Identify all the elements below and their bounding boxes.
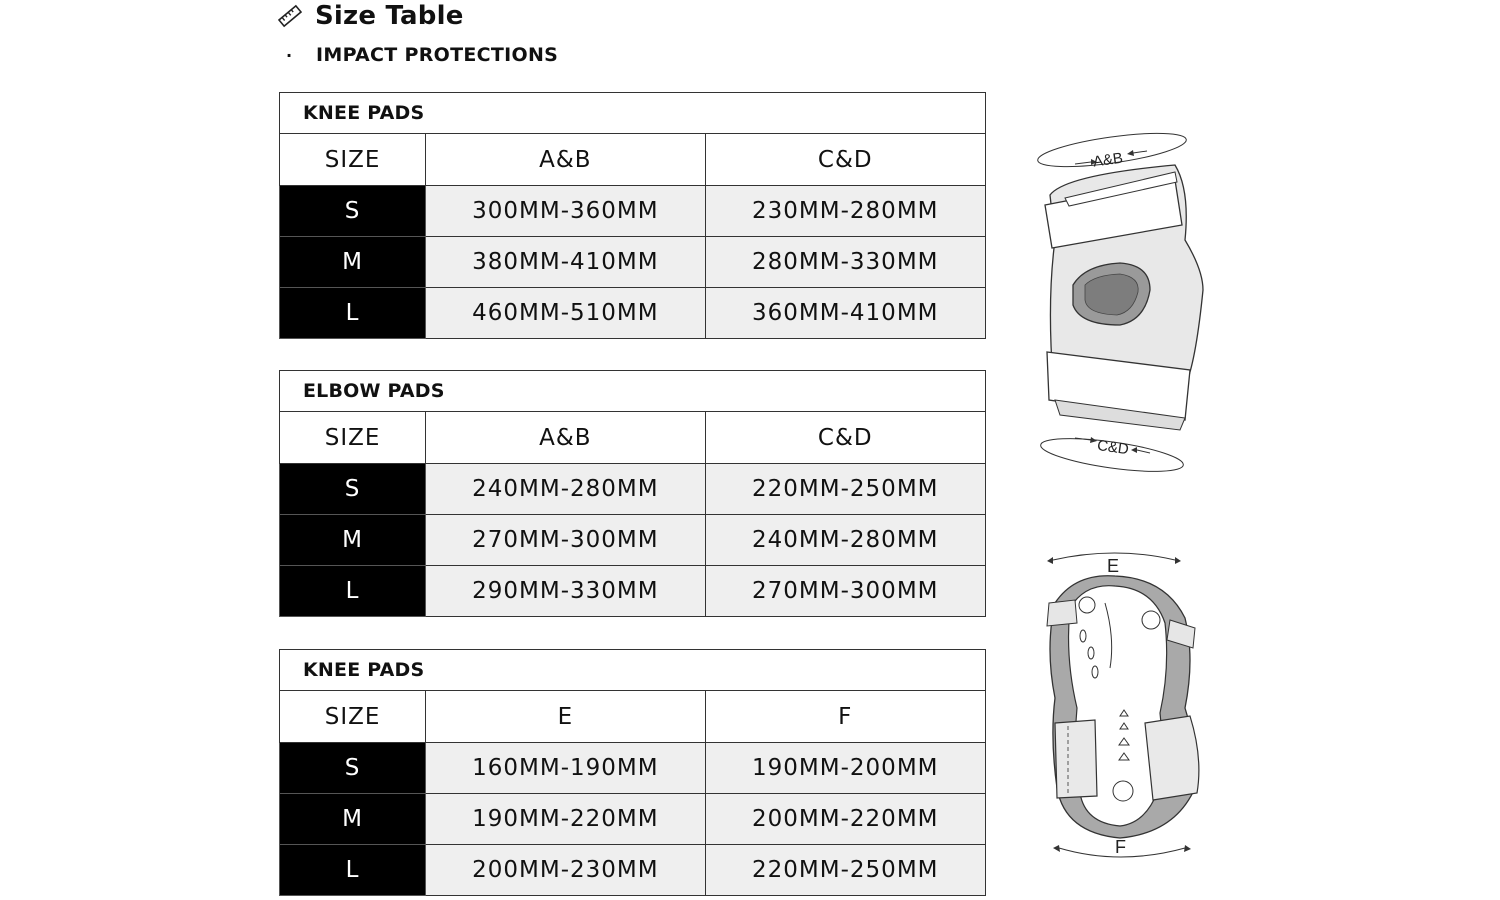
page-title-row	[278, 0, 464, 32]
value-cell: 200MM-220MM	[705, 794, 985, 845]
header-f: F	[705, 691, 985, 743]
table-row	[280, 845, 986, 896]
ruler-icon	[278, 4, 302, 28]
size-cell: M	[280, 515, 426, 566]
bullet: ·	[286, 45, 293, 65]
value-cell: 280MM-330MM	[705, 237, 985, 288]
header-cd: C&D	[705, 412, 985, 464]
elbow-pads-table	[279, 370, 986, 617]
value-cell: 290MM-330MM	[426, 566, 705, 617]
value-cell: 220MM-250MM	[705, 464, 985, 515]
ab-label: A&B	[1091, 149, 1125, 171]
knee-pads-table	[279, 92, 986, 339]
value-cell: 460MM-510MM	[426, 288, 705, 339]
table-row	[280, 237, 986, 288]
value-cell: 190MM-200MM	[705, 743, 985, 794]
header-size: SIZE	[280, 691, 426, 743]
value-cell: 270MM-300MM	[705, 566, 985, 617]
value-cell: 380MM-410MM	[426, 237, 705, 288]
knee-pad-illustration	[1025, 120, 1225, 485]
page-title: Size Table	[315, 1, 464, 31]
value-cell: 300MM-360MM	[426, 186, 705, 237]
table-caption: KNEE PADS	[280, 650, 986, 691]
wrist-guards-table	[279, 649, 986, 896]
value-cell: 190MM-220MM	[426, 794, 705, 845]
header-ab: A&B	[426, 134, 705, 186]
subtitle: IMPACT PROTECTIONS	[316, 44, 559, 66]
size-cell: S	[280, 464, 426, 515]
value-cell: 230MM-280MM	[705, 186, 985, 237]
table-caption: KNEE PADS	[280, 93, 986, 134]
header-e: E	[426, 691, 705, 743]
value-cell: 220MM-250MM	[705, 845, 985, 896]
size-cell: M	[280, 237, 426, 288]
header-size: SIZE	[280, 412, 426, 464]
value-cell: 160MM-190MM	[426, 743, 705, 794]
value-cell: 360MM-410MM	[705, 288, 985, 339]
table-row	[280, 794, 986, 845]
size-cell: L	[280, 566, 426, 617]
value-cell: 270MM-300MM	[426, 515, 705, 566]
e-label: E	[1107, 556, 1120, 576]
header-ab: A&B	[426, 412, 705, 464]
size-cell: M	[280, 794, 426, 845]
cd-label: C&D	[1096, 437, 1130, 459]
value-cell: 240MM-280MM	[426, 464, 705, 515]
value-cell: 240MM-280MM	[705, 515, 985, 566]
size-cell: L	[280, 845, 426, 896]
table-row	[280, 743, 986, 794]
size-cell: S	[280, 186, 426, 237]
table-row	[280, 515, 986, 566]
table-row	[280, 186, 986, 237]
table-caption: ELBOW PADS	[280, 371, 986, 412]
value-cell: 200MM-230MM	[426, 845, 705, 896]
table-row	[280, 288, 986, 339]
subtitle-row	[286, 42, 558, 68]
size-cell: S	[280, 743, 426, 794]
f-label: F	[1115, 837, 1126, 857]
wrist-guard-illustration	[1035, 548, 1215, 863]
header-size: SIZE	[280, 134, 426, 186]
table-row	[280, 464, 986, 515]
table-row	[280, 566, 986, 617]
size-cell: L	[280, 288, 426, 339]
header-cd: C&D	[705, 134, 985, 186]
